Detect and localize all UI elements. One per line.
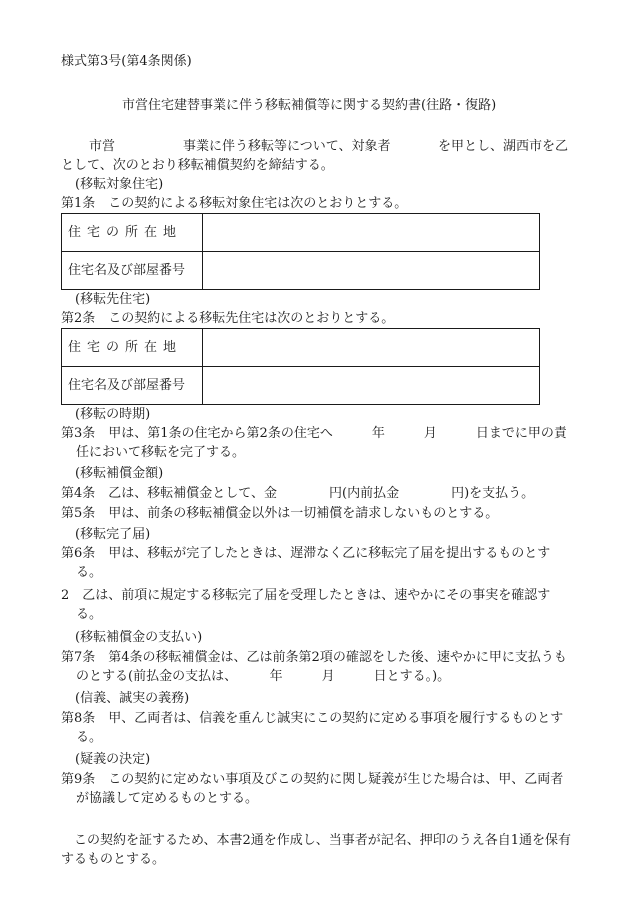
name-room-value-cell[interactable] (203, 252, 540, 290)
section-8-heading: (信義、誠実の義務) (75, 691, 190, 706)
preamble-part-1: 市営 (89, 139, 116, 154)
name-room-label: 住宅名及び部屋番号 (62, 367, 203, 405)
preamble-line-2: として、次のとおり移転補償契約を締結する。 (61, 158, 334, 173)
name-room-value-cell[interactable] (203, 367, 540, 405)
section-1-heading: (移転対象住宅) (75, 177, 164, 192)
address-label: 住宅の所在地 (62, 329, 203, 367)
address-label: 住宅の所在地 (62, 214, 203, 252)
preamble-part-2: 事業に伴う移転等について、対象者 (183, 139, 391, 154)
section-4-heading: (移転補償金額) (75, 466, 164, 481)
section-2-text: 第2条 この契約による移転先住宅は次のとおりとする。 (61, 311, 395, 326)
table-row (62, 329, 540, 367)
section-8-text: 第8条 甲、乙両者は、信義を重んじ誠実にこの契約に定める事項を履行するものとする。 (61, 711, 564, 745)
table-row (62, 252, 540, 290)
section-3-heading: (移転の時期) (75, 407, 151, 422)
section-2-heading: (移転先住宅) (75, 292, 151, 307)
document-title: 市営住宅建替事業に伴う移転補償等に関する契約書(往路・復路) (122, 98, 497, 113)
preamble-part-3: を甲とし、湖西市を乙 (438, 139, 569, 154)
section-7-heading: (移転補償金の支払い) (75, 630, 203, 645)
closing-paragraph: この契約を証するため、本書2通を作成し、当事者が記名、押印のうえ各自1通を保有するものとする。 (61, 833, 572, 867)
destination-housing-table (61, 328, 540, 405)
section-5-text: 第5条 甲は、前条の移転補償金以外は一切補償を請求しないものとする。 (61, 506, 499, 521)
section-9-text: 第9条 この契約に定めない事項及びこの契約に関し疑義が生じた場合は、甲、乙両者が協議して定めるものとする。 (61, 772, 564, 806)
section-6-text: 第6条 甲は、移転が完了したときは、遅滞なく乙に移転完了届を提出するものとする。 (61, 546, 551, 580)
address-value-cell[interactable] (203, 214, 540, 252)
section-6-paragraph-2: 2 乙は、前項に規定する移転完了届を受理したときは、速やかにその事実を確認する。 (61, 588, 551, 622)
name-room-label: 住宅名及び部屋番号 (62, 252, 203, 290)
table-row (62, 214, 540, 252)
target-housing-table (61, 213, 540, 290)
section-7-text: 第7条 第4条の移転補償金は、乙は前条第2項の確認をした後、速やかに甲に支払うものとする(前払金の支払は、 年 月 日とする。)。 (61, 650, 567, 684)
section-9-heading: (疑義の決定) (75, 752, 151, 767)
form-number: 様式第3号(第4条関係) (61, 54, 192, 69)
address-value-cell[interactable] (203, 329, 540, 367)
section-3-text: 第3条 甲は、第1条の住宅から第2条の住宅へ 年 月 日までに甲の責任において移転を完了する。 (61, 426, 567, 460)
section-6-heading: (移転完了届) (75, 527, 151, 542)
section-1-text: 第1条 この契約による移転対象住宅は次のとおりとする。 (61, 196, 408, 211)
table-row (62, 367, 540, 405)
section-4-text: 第4条 乙は、移転補償金として、金 円(内前払金 円)を支払う。 (61, 486, 535, 501)
